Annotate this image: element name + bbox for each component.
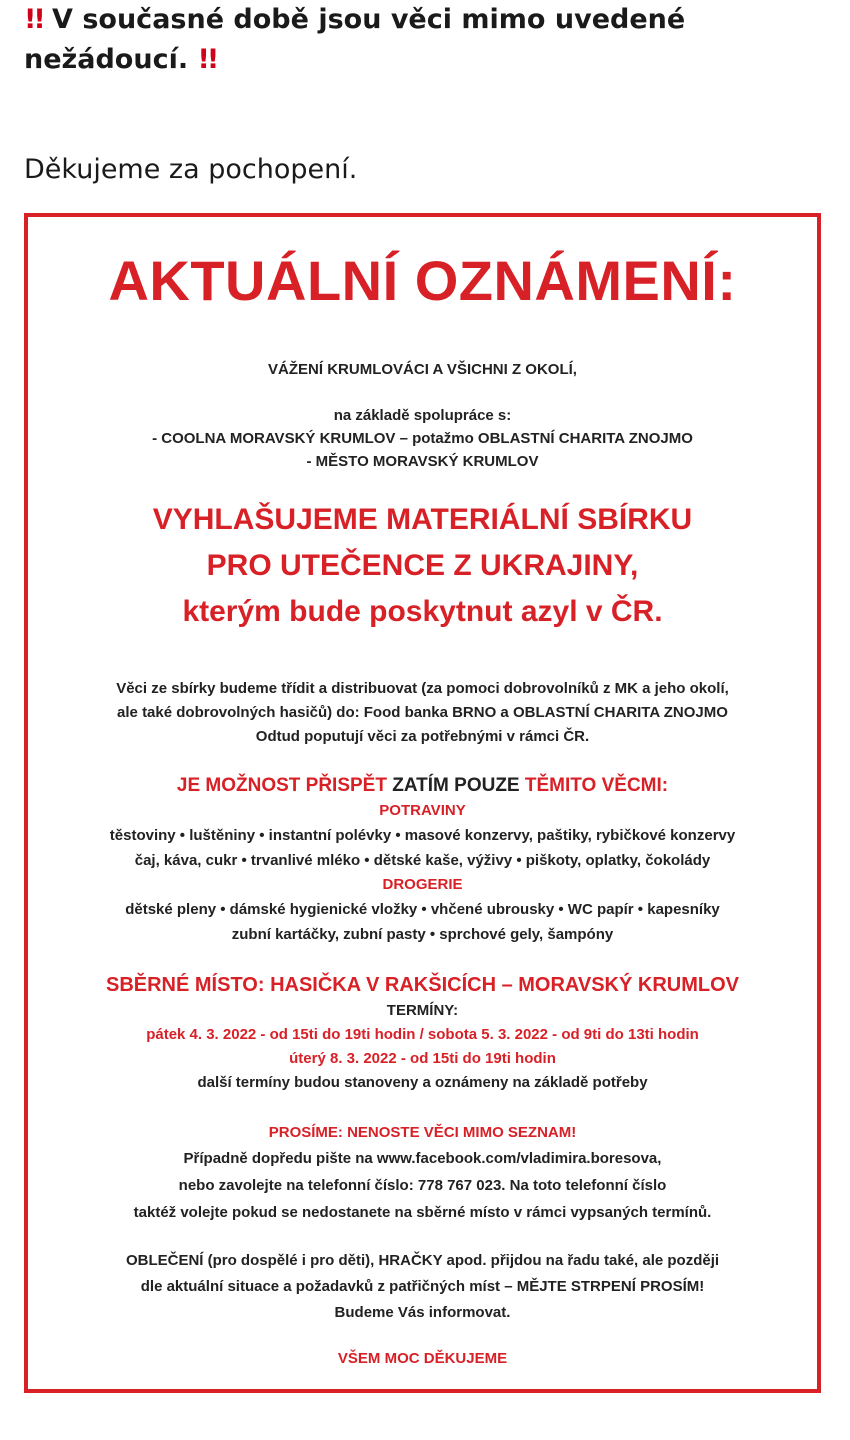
- info-block: [28, 677, 817, 749]
- drugstore-item-line: zubní kartáčky, zubní pasty • sprchové gely, šampóny: [231, 926, 614, 943]
- info-line: Věci ze sbírky budeme třídit a distribuovat (za pomoci dobrovolníků z MK a jeho okolí,: [116, 680, 729, 697]
- contribution-part-3: TĚMITO VĚCMI:: [524, 775, 669, 796]
- post-text: [24, 0, 824, 80]
- contact-line: Případně dopředu pište na www.facebook.com/vladimira.boresova,: [183, 1150, 662, 1167]
- contribution-part-2: ZATÍM POUZE: [392, 775, 520, 796]
- drugstore-label: DROGERIE: [382, 876, 463, 893]
- warning-line-1: [24, 0, 824, 40]
- contact-line: taktéž volejte pokud se nedostanete na sběrné místo v rámci vypsaných termínů.: [133, 1204, 712, 1221]
- contribution-part-1: JE MOŽNOST PŘISPĚT: [176, 775, 387, 796]
- thanks-text: Děkujeme za pochopení.: [24, 154, 358, 185]
- coop-line: - MĚSTO MORAVSKÝ KRUMLOV: [306, 453, 539, 470]
- please-warning: PROSÍME: NENOSTE VĚCI MIMO SEZNAM!: [268, 1124, 577, 1141]
- contact-line: nebo zavolejte na telefonní číslo: 778 767 023. Na toto telefonní číslo: [178, 1177, 667, 1194]
- coop-line: - COOLNA MORAVSKÝ KRUMLOV – potažmo OBLASTNÍ CHARITA ZNOJMO: [152, 430, 693, 447]
- clothes-line: Budeme Vás informovat.: [334, 1304, 511, 1321]
- appeal-block: [28, 497, 817, 635]
- announcement-poster-image[interactable]: [24, 213, 821, 1393]
- warning-text-2: nežádoucí.: [24, 44, 189, 75]
- collection-place: SBĚRNÉ MÍSTO: HASIČKA V RAKŠICÍCH – MORAVSKÝ KRUMLOV: [105, 974, 739, 996]
- warning-text-1: V současné době jsou věci mimo uvedené: [52, 4, 686, 35]
- poster-greeting: VÁŽENÍ KRUMLOVÁCI A VŠICHNI Z OKOLÍ,: [268, 361, 577, 378]
- appeal-line: kterým bude poskytnut azyl v ČR.: [182, 595, 663, 628]
- appeal-line: VYHLAŠUJEME MATERIÁLNÍ SBÍRKU: [152, 503, 693, 536]
- food-items: [28, 823, 817, 873]
- warning-line-2: [24, 40, 824, 80]
- contact-block: [28, 1145, 817, 1226]
- food-label: POTRAVINY: [379, 802, 466, 819]
- terms-label: TERMÍNY:: [386, 1002, 459, 1019]
- date-line: úterý 8. 3. 2022 - od 15ti do 19ti hodin: [289, 1050, 556, 1067]
- drugstore-items: [28, 897, 817, 947]
- clothes-line: dle aktuální situace a požadavků z patřičných míst – MĚJTE STRPENÍ PROSÍM!: [140, 1278, 705, 1295]
- dates-block: [28, 1023, 817, 1071]
- contribution-heading: [28, 773, 817, 799]
- cooperation-block: [28, 404, 817, 473]
- thank-all: VŠEM MOC DĚKUJEME: [337, 1350, 508, 1367]
- food-item-line: těstoviny • luštěniny • instantní polévky • masové konzervy, paštiky, rybičkové konzervy: [109, 827, 736, 844]
- food-item-line: čaj, káva, cukr • trvanlivé mléko • dětské kaše, výživy • piškoty, oplatky, čokolády: [134, 852, 711, 869]
- coop-line: na základě spolupráce s:: [333, 407, 512, 424]
- poster-headline: AKTUÁLNÍ OZNÁMENÍ:: [108, 249, 737, 312]
- info-line: ale také dobrovolných hasičů) do: Food banka BRNO a OBLASTNÍ CHARITA ZNOJMO: [117, 704, 728, 721]
- clothes-line: OBLEČENÍ (pro dospělé i pro děti), HRAČKY apod. přijdou na řadu také, ale později: [125, 1252, 720, 1269]
- double-exclamation-icon: !!: [24, 4, 43, 35]
- info-line: Odtud poputují věci za potřebnými v rámci ČR.: [255, 728, 590, 745]
- appeal-line: PRO UTEČENCE Z UKRAJINY,: [206, 549, 639, 582]
- double-exclamation-icon: !!: [197, 44, 217, 75]
- clothes-block: [28, 1248, 817, 1326]
- further-terms: další termíny budou stanoveny a oznámeny na základě potřeby: [197, 1074, 648, 1091]
- date-line: pátek 4. 3. 2022 - od 15ti do 19ti hodin / sobota 5. 3. 2022 - od 9ti do 13ti hodin: [146, 1026, 699, 1043]
- drugstore-item-line: dětské pleny • dámské hygienické vložky • vhčené ubrousky • WC papír • kapesníky: [125, 901, 720, 918]
